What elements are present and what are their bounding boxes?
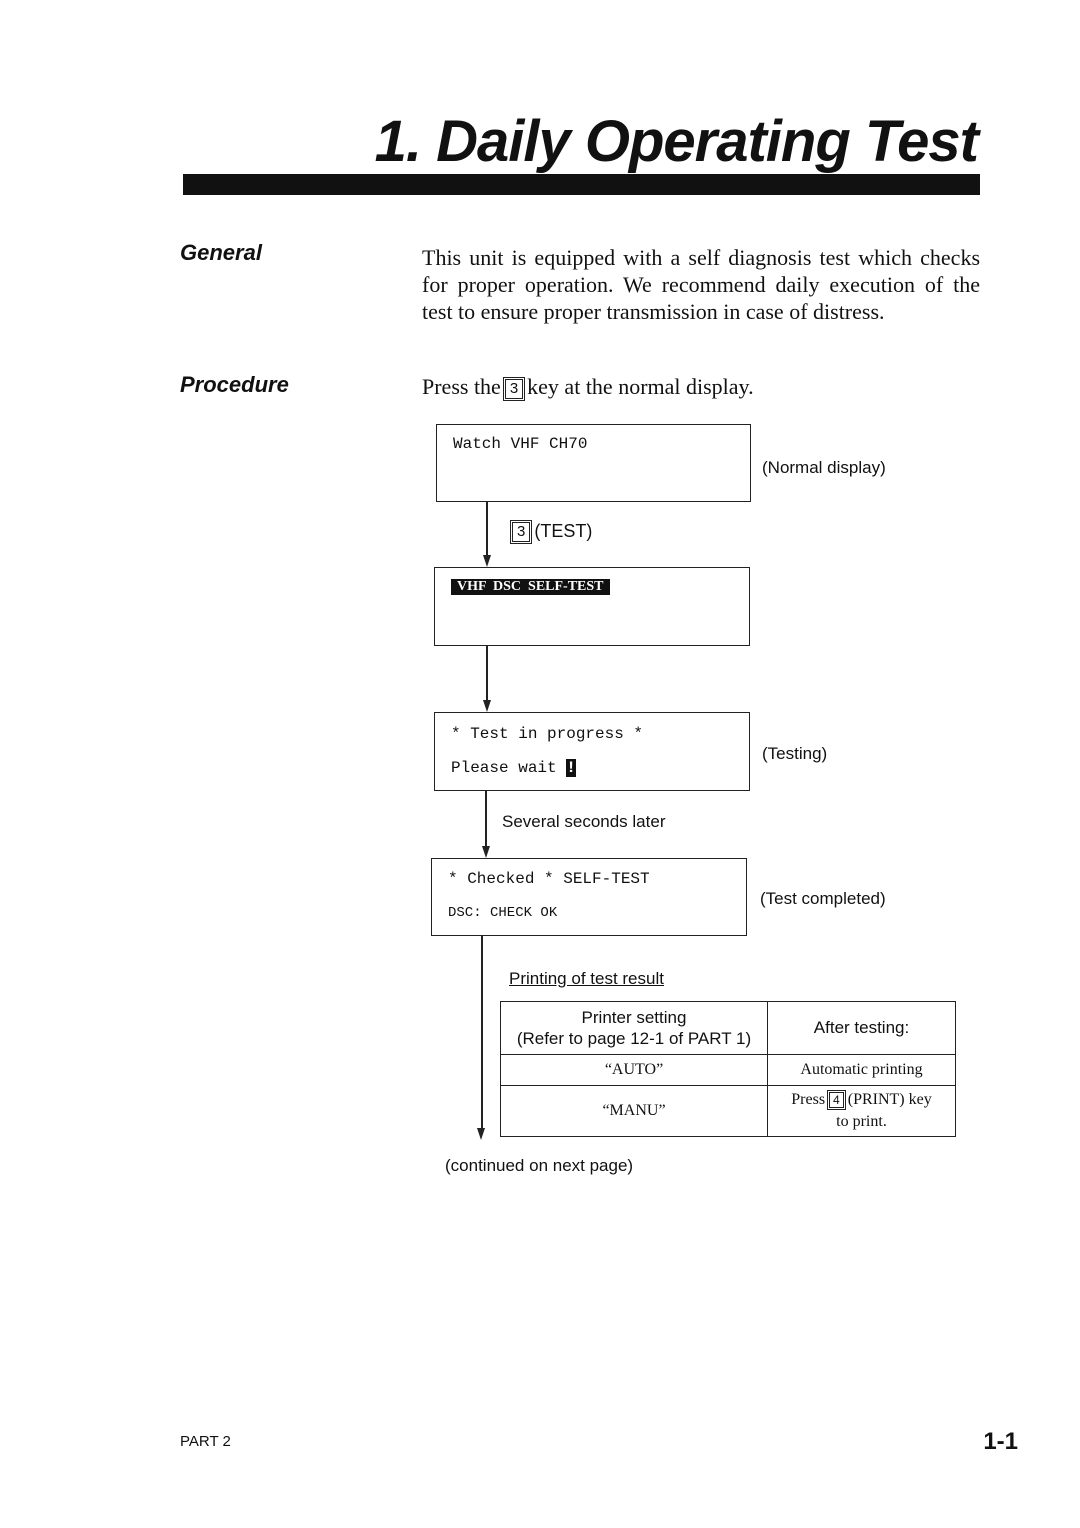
procedure-pre: Press the [422, 374, 501, 399]
display-line: Watch VHF CH70 [453, 435, 588, 453]
header-printer-setting: Printer setting [581, 1008, 687, 1027]
header-reference: (Refer to page 12-1 of PART 1) [516, 1029, 752, 1048]
note-test-completed: (Test completed) [760, 889, 886, 908]
flow-line [481, 935, 483, 1129]
display-line-inverted: VHF DSC SELF-TEST [451, 579, 610, 595]
flow-line [485, 790, 487, 847]
heading-general: General [180, 240, 262, 265]
display-line [451, 759, 576, 777]
display-normal [436, 424, 751, 502]
flow-line [486, 645, 488, 701]
arrow-down-icon [477, 1128, 485, 1140]
result-cell [768, 1086, 956, 1137]
arrow-down-icon [482, 846, 490, 858]
display-test-completed [431, 858, 747, 936]
display-text: Please wait [451, 759, 557, 777]
step-test [512, 521, 592, 542]
procedure-text [422, 374, 754, 400]
page-title: 1. Daily Operating Test [374, 109, 978, 174]
printing-heading: Printing of test result [509, 969, 664, 988]
result-cell: Automatic printing [768, 1055, 956, 1086]
result-text: to print. [836, 1113, 887, 1130]
display-testing [434, 712, 750, 791]
arrow-down-icon [483, 555, 491, 567]
table-row [501, 1055, 956, 1086]
display-line: DSC: CHECK OK [448, 905, 558, 921]
step-several-seconds: Several seconds later [502, 812, 666, 831]
setting-cell: “MANU” [501, 1086, 768, 1137]
cursor-icon: ! [566, 759, 576, 777]
table-row [501, 1086, 956, 1137]
general-text: This unit is equipped with a self diagnosis test which checks for proper operation. We recommend daily execution of the test to ensure proper transmission in case of distress. [422, 245, 980, 324]
step-label: (TEST) [534, 521, 593, 541]
table-header-row [501, 1002, 956, 1055]
procedure-post: key at the normal display. [527, 374, 754, 399]
printing-table [500, 1001, 956, 1137]
arrow-down-icon [483, 700, 491, 712]
note-normal-display: (Normal display) [762, 458, 886, 477]
key-4-icon: 4 [829, 1092, 844, 1108]
key-3-icon: 3 [505, 379, 523, 399]
key-3-icon: 3 [512, 522, 530, 542]
heading-procedure: Procedure [180, 372, 289, 397]
continued-note: (continued on next page) [445, 1156, 634, 1175]
display-self-test [434, 567, 750, 646]
setting-cell: “AUTO” [501, 1055, 768, 1086]
title-rule [183, 174, 980, 195]
note-testing: (Testing) [762, 744, 828, 763]
header-after-testing: After testing: [768, 1002, 956, 1055]
footer-part: PART 2 [180, 1433, 231, 1450]
page-number: 1-1 [983, 1428, 1018, 1455]
display-line: * Checked * SELF-TEST [448, 870, 650, 888]
result-text: (PRINT) key [847, 1091, 932, 1108]
result-text: Press [791, 1091, 826, 1108]
display-line: * Test in progress * [451, 725, 644, 743]
flow-line [486, 501, 488, 556]
